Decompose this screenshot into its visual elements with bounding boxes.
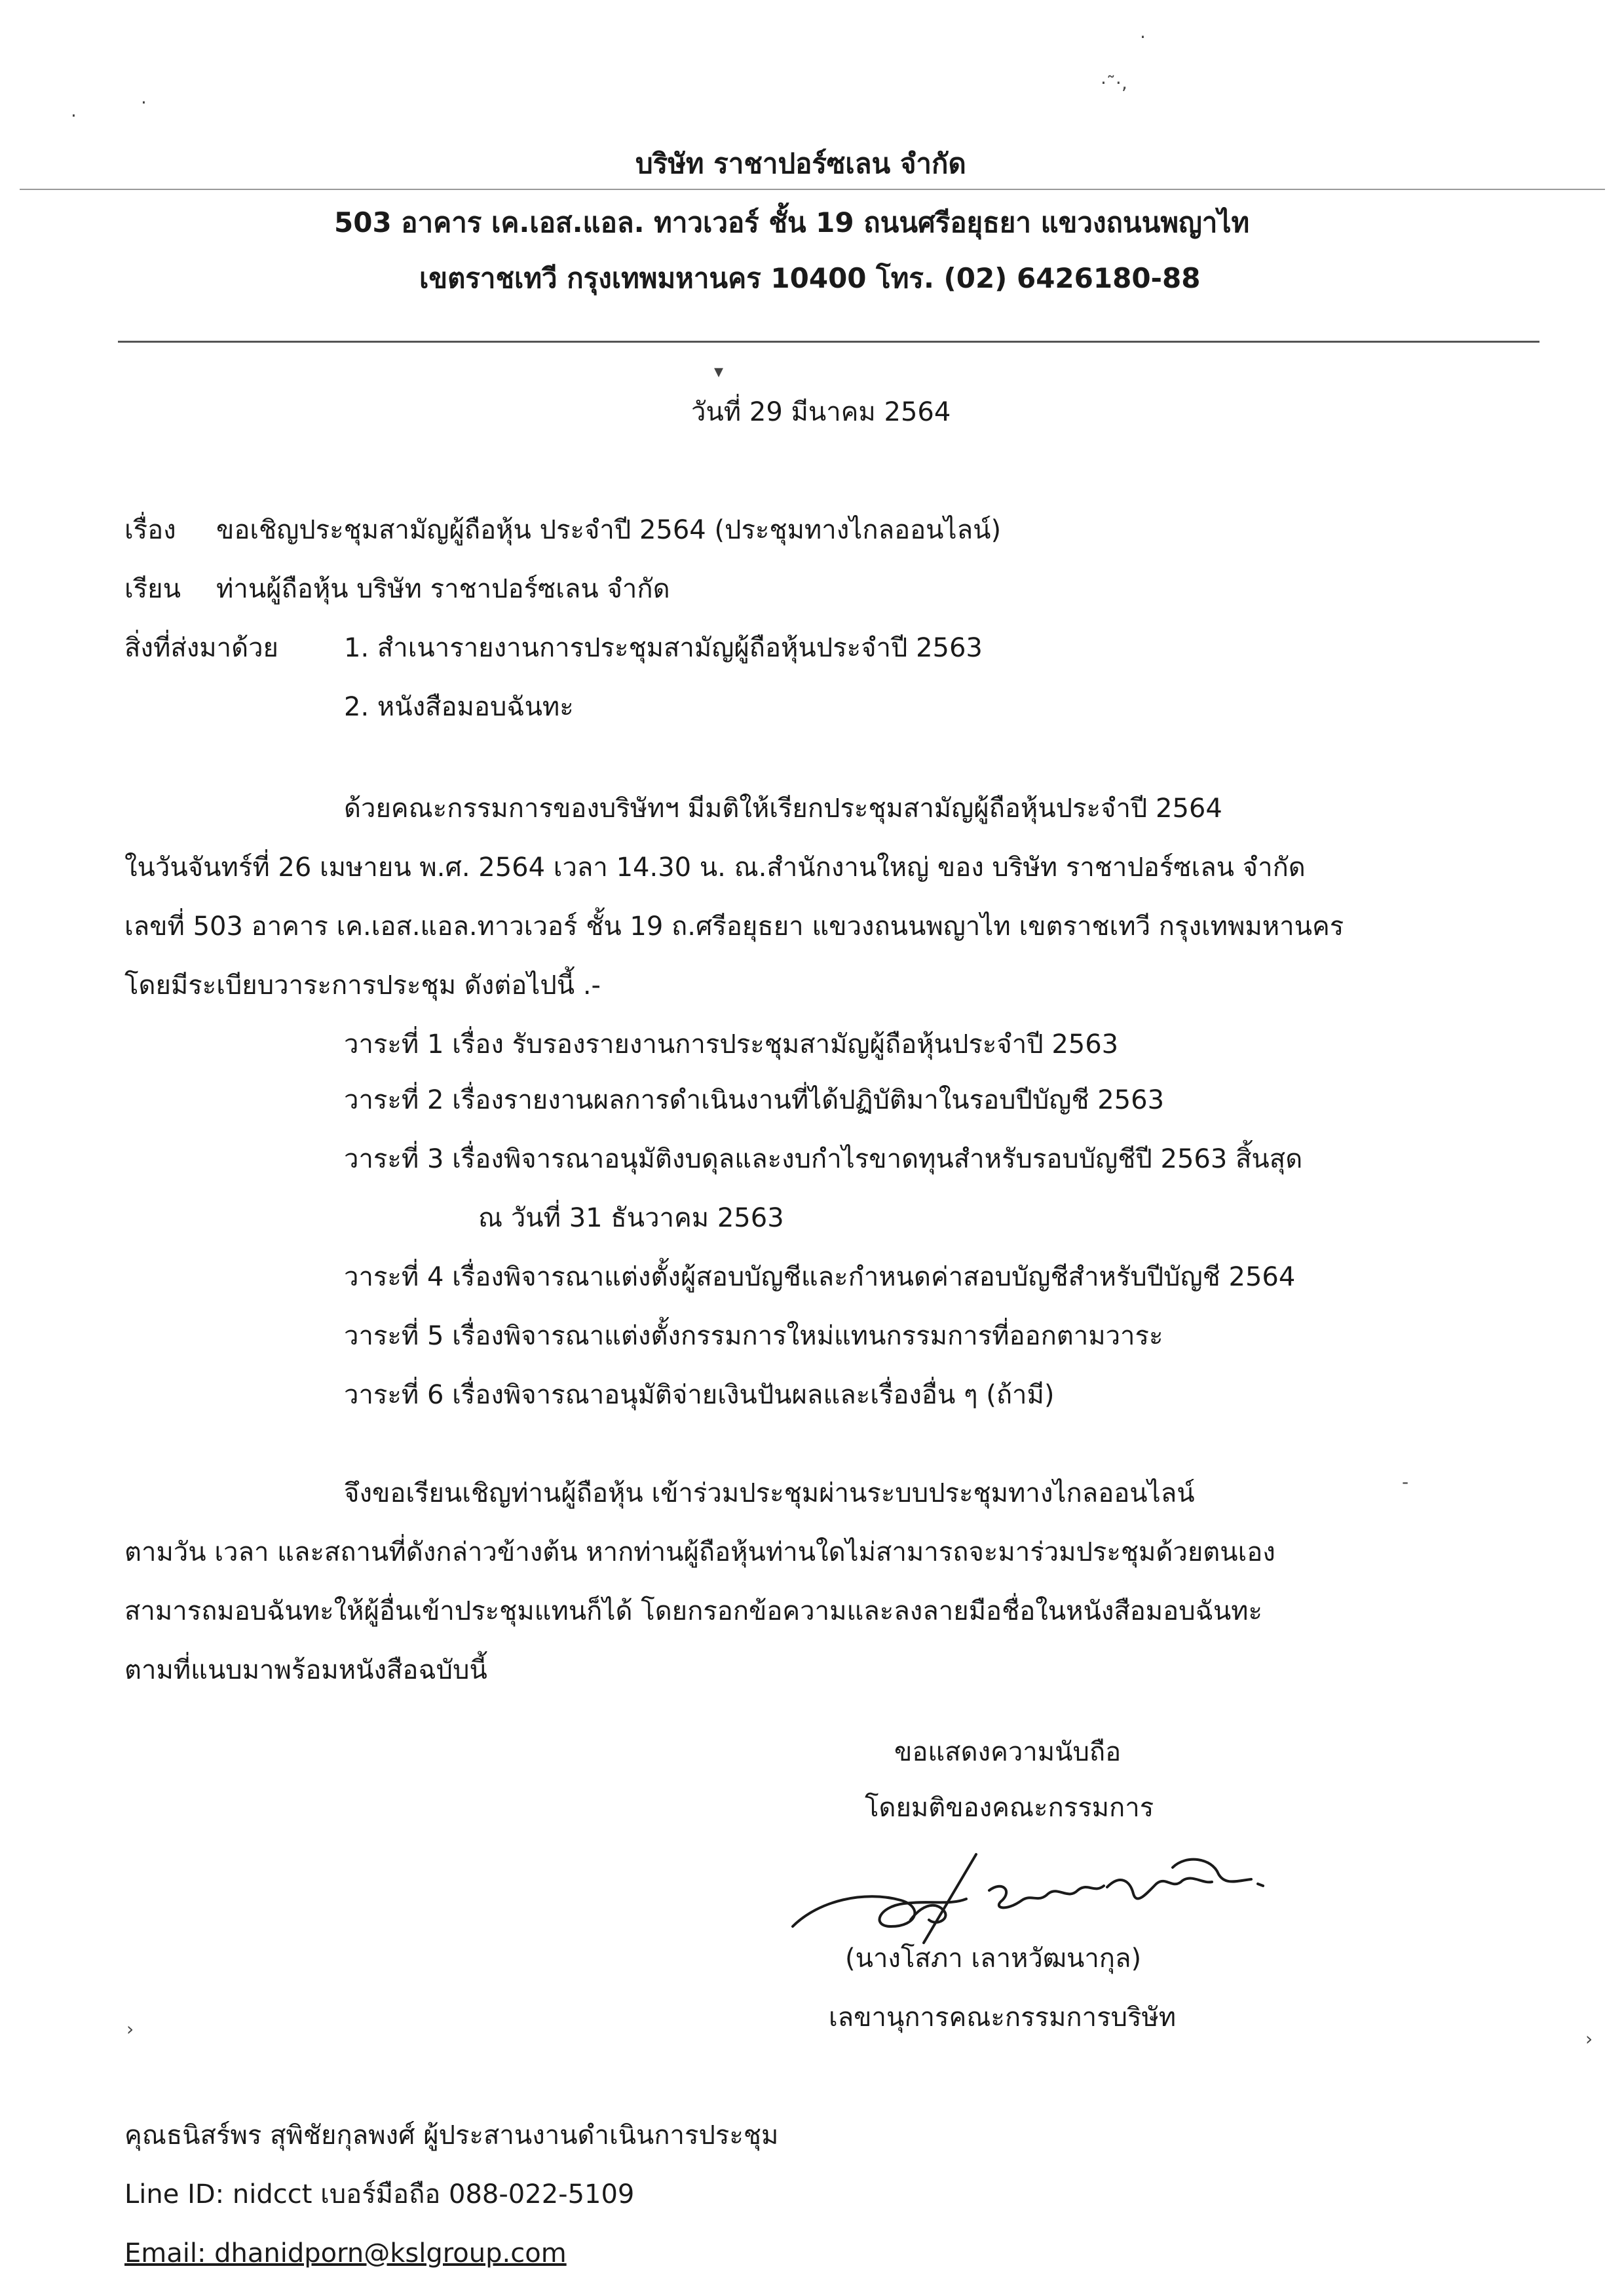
- company-address-line-1: 503 อาคาร เค.เอส.แอล. ทาวเวอร์ ชั้น 19 ถนนศรีอยุธยา แขวงถนนพญาไท: [334, 206, 1250, 239]
- agenda-item: วาระที่ 6 เรื่องพิจารณาอนุมัติจ่ายเงินปันผลและเรื่องอื่น ๆ (ถ้ามี): [344, 1380, 1055, 1410]
- agenda-item-continuation: ณ วันที่ 31 ธันวาคม 2563: [478, 1203, 784, 1233]
- scan-speck: ▾: [714, 360, 724, 382]
- body-paragraph-line: เลขที่ 503 อาคาร เค.เอส.แอล.ทาวเวอร์ ชั้น 19 ถ.ศรีอยุธยา แขวงถนนพญาไท เขตราชเทวี กรุงเทพมหานคร: [124, 911, 1344, 942]
- scan-speck: ·: [141, 92, 147, 113]
- subject-label: เรื่อง: [124, 515, 176, 545]
- contact-email-link[interactable]: Email: dhanidporn@kslgroup.com: [124, 2238, 567, 2268]
- agenda-item: วาระที่ 2 เรื่องรายงานผลการดำเนินงานที่ได้ปฏิบัติมาในรอบปีบัญชี 2563: [344, 1085, 1165, 1115]
- signer-title: เลขานุการคณะกรรมการบริษัท: [829, 2002, 1177, 2033]
- agenda-item: วาระที่ 3 เรื่องพิจารณาอนุมัติงบดุลและงบกำไรขาดทุนสำหรับรอบบัญชีปี 2563 สิ้นสุด: [344, 1144, 1303, 1174]
- scan-speck: ·˜·‚: [1101, 72, 1127, 94]
- body-paragraph-line: สามารถมอบฉันทะให้ผู้อื่นเข้าประชุมแทนก็ได้ โดยกรอกข้อความและลงลายมือชื่อในหนังสือมอบฉันทะ: [124, 1596, 1263, 1626]
- signer-name: (นางโสภา เลาหวัฒนากุล): [845, 1943, 1142, 1974]
- scan-speck: ›: [1585, 2028, 1593, 2050]
- contact-coordinator: คุณธนิสร์พร สุพิชัยกุลพงศ์ ผู้ประสานงานดำเนินการประชุม: [124, 2120, 779, 2151]
- closing-on-behalf: โดยมติของคณะกรรมการ: [865, 1793, 1154, 1823]
- scan-speck: ·: [71, 105, 77, 126]
- handwritten-signature: [780, 1828, 1277, 1953]
- agenda-item: วาระที่ 4 เรื่องพิจารณาแต่งตั้งผู้สอบบัญชีและกำหนดค่าสอบบัญชีสำหรับปีบัญชี 2564: [344, 1262, 1296, 1292]
- company-name: บริษัท ราชาปอร์ซเลน จำกัด: [635, 147, 966, 180]
- body-paragraph-line: จึงขอเรียนเชิญท่านผู้ถือหุ้น เข้าร่วมประชุมผ่านระบบประชุมทางไกลออนไลน์: [344, 1478, 1195, 1508]
- letterhead-divider: [118, 341, 1539, 343]
- contact-line-id: Line ID: nidcct เบอร์มือถือ 088-022-5109: [124, 2179, 635, 2210]
- body-paragraph-line: ตามวัน เวลา และสถานที่ดังกล่าวข้างต้น หากท่านผู้ถือหุ้นท่านใดไม่สามารถจะมาร่วมประชุมด้วยตนเอง: [124, 1537, 1275, 1567]
- scan-speck: ›: [126, 2018, 134, 2040]
- body-paragraph-line: ในวันจันทร์ที่ 26 เมษายน พ.ศ. 2564 เวลา 14.30 น. ณ.สำนักงานใหญ่ ของ บริษัท ราชาปอร์ซเลน จำกัด: [124, 852, 1306, 883]
- body-paragraph-line: ด้วยคณะกรรมการของบริษัทฯ มีมติให้เรียกประชุมสามัญผู้ถือหุ้นประจำปี 2564: [344, 794, 1222, 824]
- letter-date: วันที่ 29 มีนาคม 2564: [691, 397, 951, 427]
- letterhead-top-rule: [20, 189, 1605, 190]
- agenda-item: วาระที่ 5 เรื่องพิจารณาแต่งตั้งกรรมการใหม่แทนกรรมการที่ออกตามวาระ: [344, 1321, 1163, 1351]
- closing-regards: ขอแสดงความนับถือ: [894, 1737, 1122, 1767]
- subject-text: ขอเชิญประชุมสามัญผู้ถือหุ้น ประจำปี 2564 (ประชุมทางไกลออนไลน์): [216, 515, 1002, 545]
- recipient-text: ท่านผู้ถือหุ้น บริษัท ราชาปอร์ซเลน จำกัด: [216, 574, 670, 604]
- enclosure-item: 1. สำเนารายงานการประชุมสามัญผู้ถือหุ้นประจำปี 2563: [344, 633, 983, 663]
- scan-speck: -: [1402, 1471, 1409, 1493]
- body-paragraph-line: โดยมีระเบียบวาระการประชุม ดังต่อไปนี้ .-: [124, 970, 601, 1001]
- enclosure-item: 2. หนังสือมอบฉันทะ: [344, 692, 574, 722]
- scan-speck: ·: [1140, 26, 1146, 48]
- recipient-label: เรียน: [124, 574, 181, 604]
- enclosures-label: สิ่งที่ส่งมาด้วย: [124, 633, 278, 663]
- body-paragraph-line: ตามที่แนบมาพร้อมหนังสือฉบับนี้: [124, 1655, 487, 1685]
- company-address-line-2: เขตราชเทวี กรุงเทพมหานคร 10400 โทร. (02) 6426180-88: [419, 262, 1201, 294]
- agenda-item: วาระที่ 1 เรื่อง รับรองรายงานการประชุมสามัญผู้ถือหุ้นประจำปี 2563: [344, 1029, 1119, 1060]
